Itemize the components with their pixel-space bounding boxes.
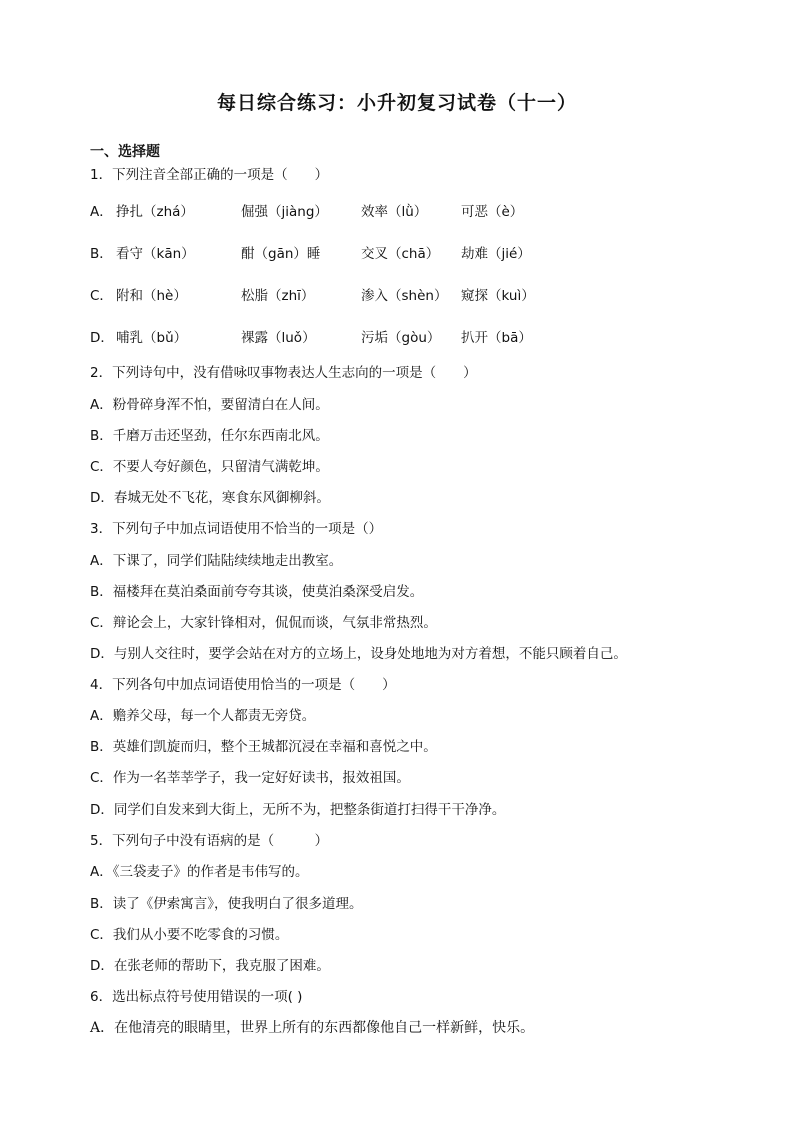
question-1-option-a[interactable]	[90, 203, 523, 221]
option-letter: D．	[90, 330, 114, 346]
question-2-option-c[interactable]: C．不要人夸好颜色，只留清气满乾坤。	[90, 459, 329, 475]
option-word: 渗入（shèn）	[361, 288, 448, 304]
question-4-option-c[interactable]: C．作为一名莘莘学子，我一定好好读书，报效祖国。	[90, 770, 410, 786]
option-word: 扒开（bā）	[461, 330, 532, 346]
option-word: 裸露（luǒ）	[241, 330, 316, 346]
question-5-option-b[interactable]: B．读了《伊索寓言》，使我明白了很多道理。	[90, 896, 363, 912]
option-word: 劫难（jié）	[461, 246, 531, 262]
option-letter: C．	[90, 288, 113, 304]
option-word: 看守（kān）	[116, 246, 195, 262]
option-word: 哺乳（bǔ）	[116, 330, 188, 346]
question-4-option-a[interactable]: A．赡养父母，每一个人都责无旁贷。	[90, 708, 316, 724]
question-6-option-a[interactable]: A．在他清亮的眼睛里，世界上所有的东西都像他自己一样新鲜，快乐。	[90, 1020, 535, 1036]
question-4-stem: 4．下列各句中加点词语使用恰当的一项是（ ）	[90, 677, 396, 693]
question-4-option-b[interactable]: B．英雄们凯旋而归，整个王城都沉浸在幸福和喜悦之中。	[90, 739, 437, 755]
option-word: 效率（lǜ）	[361, 204, 428, 220]
option-word: 交叉（chā）	[361, 246, 440, 262]
section-heading: 一、选择题	[90, 144, 160, 160]
question-3-option-b[interactable]: B．福楼拜在莫泊桑面前夸夸其谈，使莫泊桑深受启发。	[90, 584, 424, 600]
question-4-option-d[interactable]: D．同学们自发来到大街上，无所不为，把整条街道打扫得干干净净。	[90, 802, 506, 818]
question-2-option-a[interactable]: A．粉骨碎身浑不怕，要留清白在人间。	[90, 397, 329, 413]
question-3-stem: 3．下列句子中加点词语使用不恰当的一项是（）	[90, 521, 383, 537]
question-1-option-c[interactable]	[90, 287, 535, 305]
option-word: 附和（hè）	[116, 288, 187, 304]
question-5-option-c[interactable]: C．我们从小要不吃零食的习惯。	[90, 927, 289, 943]
option-letter: B．	[90, 246, 113, 262]
question-5-stem: 5．下列句子中没有语病的是（ ）	[90, 833, 329, 849]
question-6-stem: 6．选出标点符号使用错误的一项( )	[90, 989, 303, 1005]
option-word: 松脂（zhī）	[241, 288, 315, 304]
question-1-option-d[interactable]	[90, 329, 532, 347]
option-letter: A．	[90, 204, 113, 220]
question-5-option-d[interactable]: D．在张老师的帮助下，我克服了困难。	[90, 958, 330, 974]
question-2-option-b[interactable]: B．千磨万击还坚劲，任尔东西南北风。	[90, 428, 329, 444]
option-word: 挣扎（zhá）	[116, 204, 194, 220]
question-2-option-d[interactable]: D．春城无处不飞花，寒食东风御柳斜。	[90, 490, 330, 506]
option-word: 污垢（gòu）	[361, 330, 441, 346]
question-3-option-a[interactable]: A．下课了，同学们陆陆续续地走出教室。	[90, 553, 343, 569]
question-2-stem: 2．下列诗句中，没有借咏叹事物表达人生志向的一项是（ ）	[90, 365, 477, 381]
option-word: 可恶（è）	[461, 204, 524, 220]
option-word: 酣（gān）睡	[241, 246, 321, 262]
question-5-option-a[interactable]: A．《三袋麦子》的作者是韦伟写的。	[90, 864, 309, 880]
question-1-stem: 1．下列注音全部正确的一项是（ ）	[90, 167, 329, 183]
page-title: 每日综合练习：小升初复习试卷（十一）	[216, 92, 577, 114]
option-word: 窥探（kuì）	[461, 288, 535, 304]
question-1-option-b[interactable]	[90, 245, 531, 263]
question-3-option-d[interactable]: D．与别人交往时，要学会站在对方的立场上，设身处地地为对方着想，不能只顾着自己。	[90, 646, 627, 662]
option-word: 倔强（jiàng）	[241, 204, 328, 220]
question-3-option-c[interactable]: C．辩论会上，大家针锋相对，侃侃而谈，气氛非常热烈。	[90, 615, 437, 631]
